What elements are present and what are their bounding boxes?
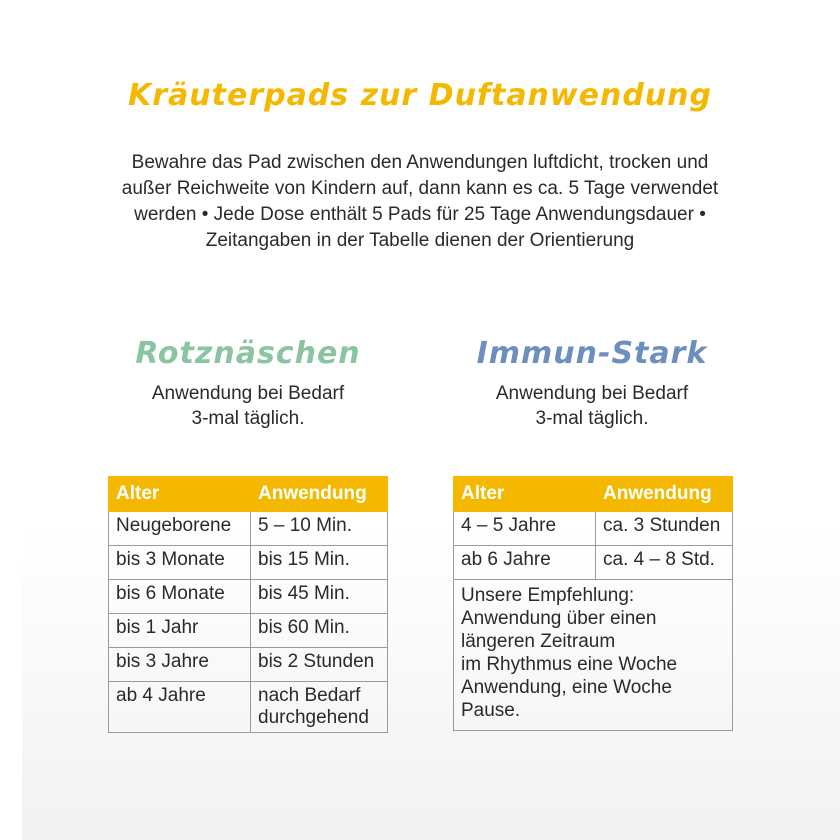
column-header-anwendung: Anwendung: [251, 477, 388, 512]
column-header-anwendung: Anwendung: [596, 477, 733, 512]
table-row: [454, 512, 733, 546]
table-row: [109, 512, 388, 546]
table-row: [109, 648, 388, 682]
table-cell-alter: bis 6 Monate: [109, 580, 251, 614]
table-cell-alter: ab 6 Jahre: [454, 546, 596, 580]
table-row: [454, 580, 733, 731]
table-cell-anwendung: bis 45 Min.: [251, 580, 388, 614]
dosage-table-immun-stark: [453, 476, 733, 731]
product-title: Rotznäschen: [135, 336, 361, 371]
table-row: [109, 614, 388, 648]
page-title: Kräuterpads zur Duftanwendung: [127, 78, 712, 113]
table-cell-alter: bis 3 Monate: [109, 546, 251, 580]
table-cell-alter: 4 – 5 Jahre: [454, 512, 596, 546]
table-header-row: [454, 477, 733, 512]
table-cell-anwendung: nach Bedarf durchgehend: [251, 682, 388, 733]
product-rotznaeschen: [108, 335, 388, 431]
product-immun-stark: [452, 335, 732, 431]
table-cell-anwendung: bis 60 Min.: [251, 614, 388, 648]
table-cell-anwendung: 5 – 10 Min.: [251, 512, 388, 546]
table-cell-alter: Neugeborene: [109, 512, 251, 546]
table-cell-anwendung: bis 15 Min.: [251, 546, 388, 580]
dosage-table-rotznaeschen: [108, 476, 388, 733]
product-title: Immun-Stark: [476, 336, 708, 371]
table-header-row: [109, 477, 388, 512]
product-usage: Anwendung bei Bedarf 3-mal täglich.: [151, 383, 345, 429]
column-header-alter: Alter: [109, 477, 251, 512]
table-cell-anwendung: bis 2 Stunden: [251, 648, 388, 682]
table-row: [109, 580, 388, 614]
table-cell-anwendung: ca. 4 – 8 Std.: [596, 546, 733, 580]
table-cell-alter: ab 4 Jahre: [109, 682, 251, 733]
table-cell-anwendung: ca. 3 Stunden: [596, 512, 733, 546]
table-row: [454, 546, 733, 580]
table-cell-alter: bis 3 Jahre: [109, 648, 251, 682]
product-usage: Anwendung bei Bedarf 3-mal täglich.: [495, 383, 689, 429]
column-header-alter: Alter: [454, 477, 596, 512]
table-row: [109, 546, 388, 580]
recommendation-note: Unsere Empfehlung: Anwendung über einen längeren Zeitraum im Rhythmus eine Woche Anwendung, eine Woche Pause.: [454, 580, 733, 731]
table-cell-alter: bis 1 Jahr: [109, 614, 251, 648]
intro-text: Bewahre das Pad zwischen den Anwendungen luftdicht, trocken und außer Reichweite von Kindern auf, dann kann es ca. 5 Tage verwendet werden • Jede Dose enthält 5 Pads für 25 Tage Anwendungsdauer • Zeitangaben in der Tabelle dienen der Orientierung: [121, 152, 719, 251]
table-row: [109, 682, 388, 733]
